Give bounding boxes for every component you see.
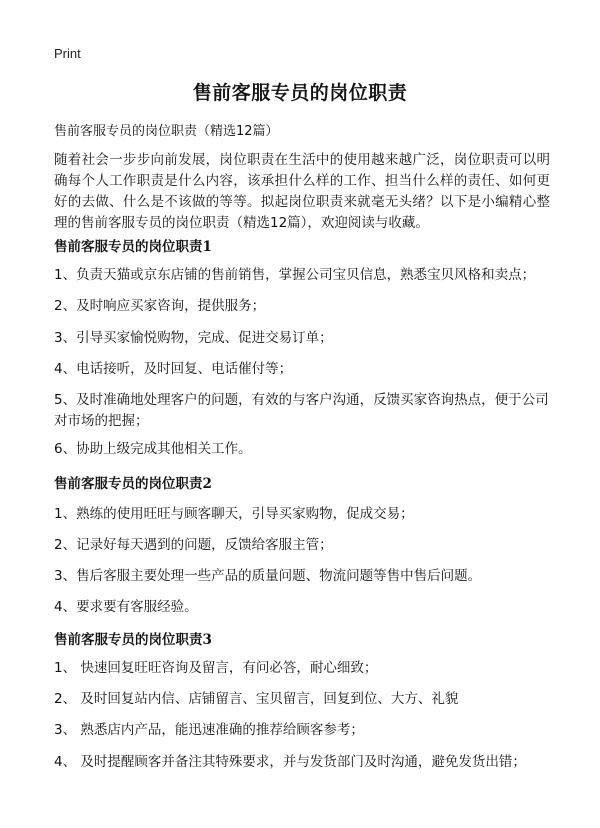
list-item: 4、 及时提醒顾客并备注其特殊要求，并与发货部门及时沟通，避免发货出错； [54, 754, 526, 770]
section-heading: 售前客服专员的岗位职责2 [54, 476, 212, 492]
list-item: 3、售后客服主要处理一些产品的质量问题、物流问题等售中售后问题。 [54, 568, 482, 584]
list-item: 1、 快速回复旺旺咨询及留言，有问必答，耐心细致； [54, 660, 378, 676]
list-item: 2、 及时回复站内信、店铺留言、宝贝留言，回复到位、大方、礼貌 [54, 691, 459, 707]
list-item: 1、熟练的使用旺旺与顾客聊天，引导买家购物，促成交易； [54, 506, 414, 522]
section-heading: 售前客服专员的岗位职责3 [54, 632, 212, 648]
print-link[interactable]: Print [54, 46, 81, 61]
intro-paragraph: 随着社会一步步向前发展，岗位职责在生活中的使用越来越广泛，岗位职责可以明确每个人工作职责是什么内容，该承担什么样的工作、担当什么样的责任、如何更好的去做、什么是不该做的等等。拟起岗位职责来就毫无头绪？以下是小编精心整理的售前客服专员的岗位职责（精选12篇），欢迎阅读与收藏。 [54, 152, 550, 231]
list-item: 4、要求要有客服经验。 [54, 599, 198, 615]
page-title: 售前客服专员的岗位职责 [192, 82, 408, 104]
list-item: 3、 熟悉店内产品，能迅速准确的推荐给顾客参考； [54, 722, 364, 738]
list-item: 1、负责天猫或京东店铺的售前销售，掌握公司宝贝信息，熟悉宝贝风格和卖点； [54, 267, 536, 283]
list-item: 5、及时准确地处理客户的问题，有效的与客户沟通，反馈买家咨询热点，便于公司对市场的把握； [54, 392, 549, 429]
section-heading: 售前客服专员的岗位职责1 [54, 239, 212, 255]
list-item: 2、记录好每天遇到的问题，反馈给客服主管； [54, 537, 333, 553]
list-item: 6、协助上级完成其他相关工作。 [54, 441, 252, 457]
list-item: 4、电话接听，及时回复、电话催付等； [54, 361, 293, 377]
list-item: 3、引导买家愉悦购物，完成、促进交易订单； [54, 330, 333, 346]
page-subtitle: 售前客服专员的岗位职责（精选12篇） [54, 124, 279, 139]
list-item: 2、及时响应买家咨询，提供服务； [54, 298, 266, 314]
